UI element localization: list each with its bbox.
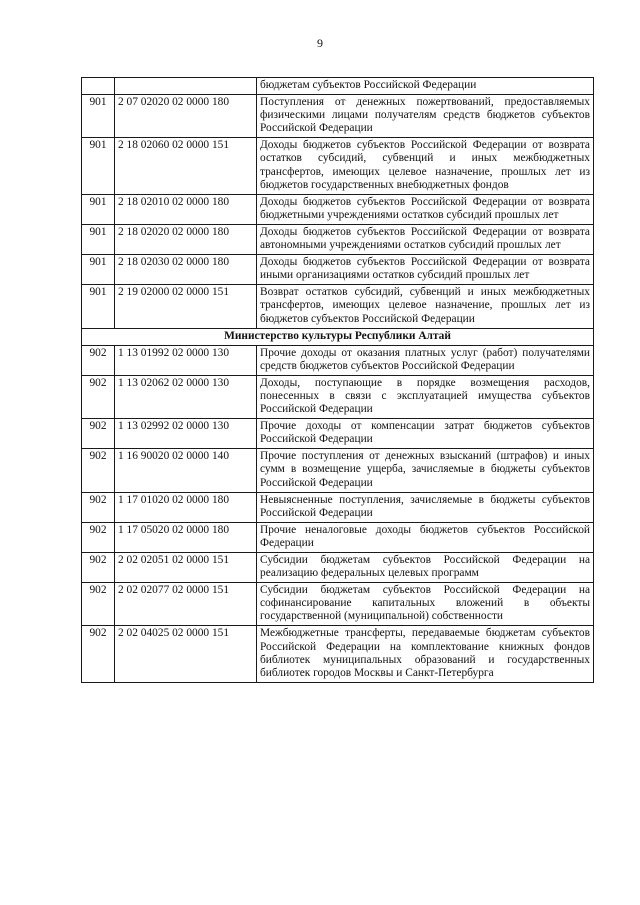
table-row bbox=[82, 626, 594, 682]
revenue-name-cell: Прочие доходы от компенсации затрат бюджетов субъектов Российской Федерации bbox=[257, 419, 594, 449]
budget-classification-code-cell: 1 17 05020 02 0000 180 bbox=[115, 522, 257, 552]
budget-classification-code-cell: 2 18 02010 02 0000 180 bbox=[115, 194, 257, 224]
budget-classification-code-cell: 1 16 90020 02 0000 140 bbox=[115, 449, 257, 492]
admin-code-cell: 902 bbox=[82, 626, 115, 682]
budget-classification-code-cell: 2 18 02030 02 0000 180 bbox=[115, 255, 257, 285]
table-row bbox=[82, 345, 594, 375]
admin-code-cell: 902 bbox=[82, 449, 115, 492]
revenue-name-cell: Доходы бюджетов субъектов Российской Федерации от возврата бюджетными учреждениями остатков субсидий прошлых лет bbox=[257, 194, 594, 224]
revenue-name-cell: Доходы бюджетов субъектов Российской Федерации от возврата иными организациями остатков субсидий прошлых лет bbox=[257, 255, 594, 285]
revenue-name-cell: Прочие неналоговые доходы бюджетов субъектов Российской Федерации bbox=[257, 522, 594, 552]
admin-code-cell: 902 bbox=[82, 419, 115, 449]
budget-classification-code-cell: 1 13 02992 02 0000 130 bbox=[115, 419, 257, 449]
table-row bbox=[82, 375, 594, 418]
admin-code-cell: 901 bbox=[82, 95, 115, 138]
budget-classification-code-cell: 2 19 02000 02 0000 151 bbox=[115, 285, 257, 328]
budget-classification-code-cell: 2 02 02077 02 0000 151 bbox=[115, 583, 257, 626]
revenue-name-cell: Прочие доходы от оказания платных услуг (работ) получателями средств бюджетов субъектов Российской Федерации bbox=[257, 345, 594, 375]
table-row bbox=[82, 553, 594, 583]
table-row bbox=[82, 583, 594, 626]
admin-code-cell: 902 bbox=[82, 553, 115, 583]
revenue-name-cell: Межбюджетные трансферты, передаваемые бюджетам субъектов Российской Федерации на комплектование книжных фондов библиотек муниципальных образований и государственных библиотек городов Москвы и Санкт-Петербурга bbox=[257, 626, 594, 682]
page-number: 9 bbox=[317, 36, 323, 50]
table-body bbox=[82, 78, 594, 683]
admin-code-cell bbox=[82, 78, 115, 95]
admin-code-cell: 902 bbox=[82, 583, 115, 626]
budget-classification-code-cell: 2 02 02051 02 0000 151 bbox=[115, 553, 257, 583]
budget-classification-code-cell bbox=[115, 78, 257, 95]
revenue-name-cell: бюджетам субъектов Российской Федерации bbox=[257, 78, 594, 95]
table-row bbox=[82, 194, 594, 224]
budget-classification-code-cell: 2 18 02060 02 0000 151 bbox=[115, 138, 257, 194]
table-row bbox=[82, 449, 594, 492]
table-row bbox=[82, 492, 594, 522]
admin-code-cell: 901 bbox=[82, 224, 115, 254]
budget-classification-code-cell: 2 07 02020 02 0000 180 bbox=[115, 95, 257, 138]
revenue-name-cell: Невыясненные поступления, зачисляемые в бюджеты субъектов Российской Федерации bbox=[257, 492, 594, 522]
table-row bbox=[82, 138, 594, 194]
revenue-name-cell: Возврат остатков субсидий, субвенций и иных межбюджетных трансфертов, имеющих целевое назначение, прошлых лет из бюджетов субъектов Российской Федерации bbox=[257, 285, 594, 328]
section-header-row bbox=[82, 328, 594, 345]
revenue-codes-table bbox=[81, 77, 594, 683]
revenue-name-cell: Доходы бюджетов субъектов Российской Федерации от возврата автономными учреждениями остатков субсидий прошлых лет bbox=[257, 224, 594, 254]
admin-code-cell: 901 bbox=[82, 194, 115, 224]
admin-code-cell: 902 bbox=[82, 375, 115, 418]
admin-code-cell: 901 bbox=[82, 285, 115, 328]
revenue-name-cell: Доходы бюджетов субъектов Российской Федерации от возврата остатков субсидий, субвенций и иных межбюджетных трансфертов, имеющих целевое назначение, прошлых лет из бюджетов государственных внебюджетных фондов bbox=[257, 138, 594, 194]
revenue-name-cell: Поступления от денежных пожертвований, предоставляемых физическими лицами получателям средств бюджетов субъектов Российской Федерации bbox=[257, 95, 594, 138]
budget-classification-code-cell: 2 02 04025 02 0000 151 bbox=[115, 626, 257, 682]
table-row bbox=[82, 78, 594, 95]
admin-code-cell: 902 bbox=[82, 522, 115, 552]
admin-code-cell: 902 bbox=[82, 492, 115, 522]
table-row bbox=[82, 255, 594, 285]
revenue-name-cell: Субсидии бюджетам субъектов Российской Федерации на реализацию федеральных целевых программ bbox=[257, 553, 594, 583]
admin-code-cell: 901 bbox=[82, 138, 115, 194]
admin-code-cell: 901 bbox=[82, 255, 115, 285]
table-row bbox=[82, 419, 594, 449]
budget-classification-code-cell: 2 18 02020 02 0000 180 bbox=[115, 224, 257, 254]
budget-classification-code-cell: 1 13 02062 02 0000 130 bbox=[115, 375, 257, 418]
table-row bbox=[82, 224, 594, 254]
admin-code-cell: 902 bbox=[82, 345, 115, 375]
revenue-name-cell: Прочие поступления от денежных взысканий (штрафов) и иных сумм в возмещение ущерба, зачисляемые в бюджеты субъектов Российской Федерации bbox=[257, 449, 594, 492]
table-row bbox=[82, 95, 594, 138]
section-title: Министерство культуры Республики Алтай bbox=[82, 328, 594, 345]
revenue-name-cell: Доходы, поступающие в порядке возмещения расходов, понесенных в связи с эксплуатацией имущества субъектов Российской Федерации bbox=[257, 375, 594, 418]
table-row bbox=[82, 522, 594, 552]
revenue-name-cell: Субсидии бюджетам субъектов Российской Федерации на софинансирование капитальных вложений в объекты государственной (муниципальной) собственности bbox=[257, 583, 594, 626]
budget-classification-code-cell: 1 13 01992 02 0000 130 bbox=[115, 345, 257, 375]
table-row bbox=[82, 285, 594, 328]
budget-classification-code-cell: 1 17 01020 02 0000 180 bbox=[115, 492, 257, 522]
